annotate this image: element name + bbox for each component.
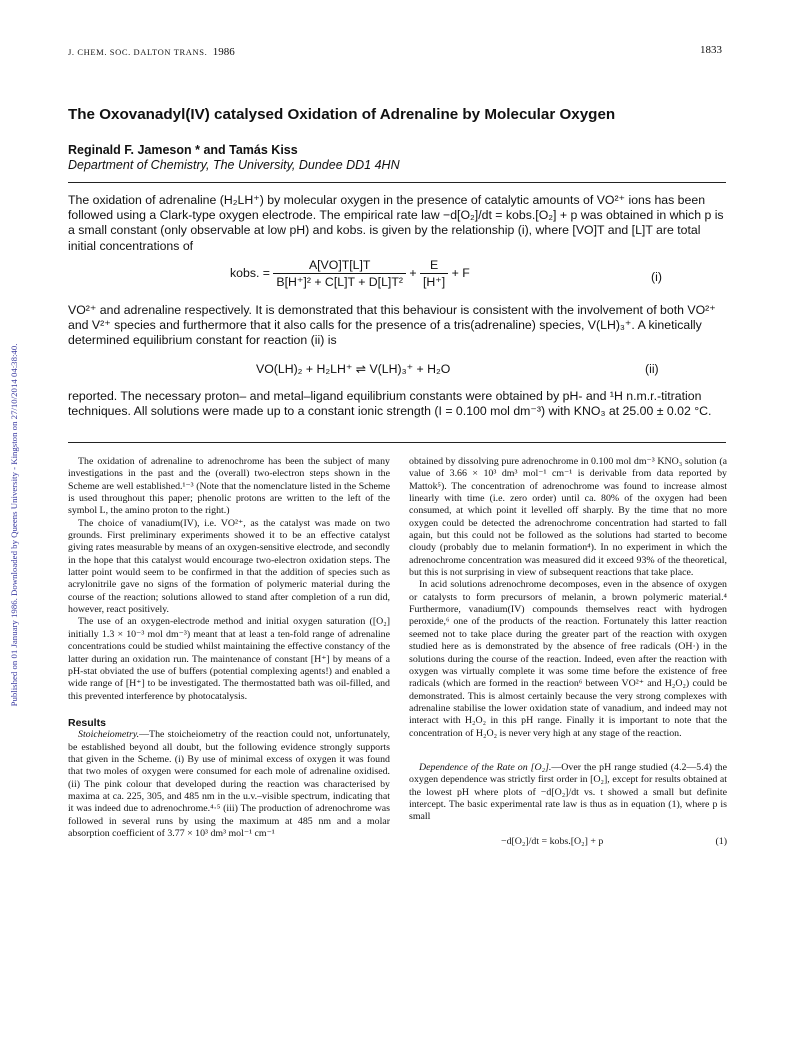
abstract-part2 [68,303,728,349]
abstract-text-2: VO²⁺ and adrenaline respectively. It is demonstrated that this behaviour is consistent with the involvement of both VO²⁺ and V²⁺ species and furthermore that it also calls for the presence of a tris(adrenaline) species, V(LH)₃⁺. A kinetically determined equilibrium constant for reaction (ii) is [68,303,716,348]
right-paragraph-1: obtained by dissolving pure adrenochrome in 0.100 mol dm⁻³ KNO₃ solution (a value of 3.66 × 10³ dm³ mol⁻¹ cm⁻¹ is derivable from data reported by Mattok⁵). The concentration of adrenochrome was found to increase almost linearly with time (i.e. zero order) until ca. 80% of the oxygen had been consumed, at which point it levelled off sharply. By the time that no more oxygen could be detected the adrenochrome concentration had started to fall again, but this could not be followed as the solutions had started to become cloudy (probably due to melanin formation⁴). In no experiment in which the adrenochrome concentration was measured did it exceed 93% of the theoretical, but this is not surprising in view of subsequent reactions that take place. [409,456,727,579]
affiliation: Department of Chemistry, The University, Dundee DD1 4HN [68,158,400,172]
eq-ii-label: (ii) [645,362,659,376]
abstract-text-1: The oxidation of adrenaline (H₂LH⁺) by molecular oxygen in the presence of catalytic amounts of VO²⁺ ions has been followed using a Clark-type oxygen electrode. The empirical rate law −d[O₂]/dt = kobs.[O₂] + p was obtained in which p is a small constant (only observable at low pH) and kobs. is given by the relationship (i), where [VO]T and [L]T are total initial concentrations of [68,193,724,253]
abstract-part1 [68,193,728,254]
abstract-text-3: reported. The necessary proton– and metal–ligand equilibrium constants were obtained by pH- and ¹H n.m.r.-titration techniques. All solutions were made up to a constant ionic strength (I = 0.100 mol dm⁻³) with KNO₃ at 25.00 ± 0.02 °C. [68,389,712,419]
eq-i-num1: A[VO]T[L]T [273,258,406,274]
stoicheiometry-run-head: Stoicheiometry. [78,729,140,741]
journal-name: J. CHEM. SOC. DALTON TRANS. [68,47,208,57]
right-column [409,456,727,854]
abstract-bottom-rule [68,442,726,443]
equation-1-row [409,832,727,854]
eq-i-plus: + [409,265,417,280]
equation-ii: VO(LH)₂ + H₂LH⁺ ⇌ V(LH)₃⁺ + H₂O [256,362,451,376]
right-paragraph-3-text: —Over the pH range studied (4.2—5.4) the oxygen dependence was strictly first order in [O₂], except for results obtained at the lowest pH where plots of −d[O₂]/dt vs. t showed a small but definite intercept. The basic experimental rate law is thus as in equation (1), where p is small [409,761,727,823]
eq-i-lhs: kobs. = [230,265,270,280]
eq-i-num2: E [420,258,448,274]
results-heading: Results [68,716,106,729]
rate-dependence-run-head: Dependence of the Rate on [O₂]. [419,761,552,773]
eq-i-tail: + F [451,265,470,280]
eq-i-fraction-1 [273,258,406,289]
article-title: The Oxovanadyl(IV) catalysed Oxidation of Adrenaline by Molecular Oxygen [68,106,616,123]
abstract-top-rule [68,182,726,183]
page-number: 1833 [700,44,722,56]
equation-1-label: (1) [715,835,727,847]
left-paragraph-4-text: —The stoicheiometry of the reaction could not, unfortunately, be established beyond all doubt, but the following evidence strongly supports that given in the Scheme. (i) By use of minimal excess of oxygen it was found that two moles of oxygen were consumed for each mole of adrenaline oxidised. (ii) The pink colour that developed during the reaction was characterised by maxima at ca. 225, 305, and 485 nm in the u.v.–visible spectrum, indicating that it was indeed due to adrenochrome.⁴·⁵ (iii) The production of adrenochrome was followed in several runs by using the maximum at 485 nm and a molar absorption coefficient of 3.77 × 10³ dm³ mol⁻¹ cm⁻¹ [68,729,390,839]
eq-i-den2: [H⁺] [422,275,446,289]
left-paragraph-2: The choice of vanadium(IV), i.e. VO²⁺, as the catalyst was made on two grounds. First preliminary experiments showed it to be an effective catalyst giving rates measurable by means of an oxygen-sensitive electrode, and secondly in the hope that this catalyst would encourage two-electron oxidation steps. The latter point would seem to be confirmed in that the addition of species such as acrylonitrile gave no signs of the formation of polymeric material during the course of the reaction; solutions allowed to stand after completion of a run did, however, react positively. [68,517,390,616]
authors: Reginald F. Jameson * and Tamás Kiss [68,143,298,157]
left-paragraph-1: The oxidation of adrenaline to adrenochrome has been the subject of many investigations in the past and the (overall) two-electron steps shown in the Scheme are well established.¹⁻³ (Note that the nomenclature listed in the Scheme is used throughout this paper; phenolic protons are written to the left of the symbol L, the amino proton to the right.) [68,456,390,517]
abstract-part3 [68,389,728,419]
left-paragraph-4 [68,729,390,840]
right-paragraph-2: In acid solutions adrenochrome decomposes, even in the absence of oxygen or catalysts to form precursors of melanin, a brown polymeric material.⁴ Furthermore, vanadium(IV) compounds themselves react with hydrogen peroxide,⁶ one of the products of the reaction. Fortunately this latter reaction seemed not to take place during the greater part of the reaction with oxygen studied here as is demonstrated by the absence of free radicals (OH·) in the solutions during the course of the reaction. Indeed, even after the reaction with oxygen was virtually complete it was some time before the existence of free radicals (which are formed in the reaction⁶ between VO²⁺ and H₂O₂) could be demonstrated. This is almost certainly because the very strong complexes with adrenaline stabilise the lower oxidation state of vanadium, and indeed may not interact with H₂O₂ in this pH range. Finally it is important to note that the concentration of H₂O₂ is never very high at any stage of the reaction. [409,579,727,739]
running-header [68,46,235,58]
eq-i-fraction-2 [420,258,448,289]
right-paragraph-3 [409,762,727,824]
eq-i-label: (i) [651,270,662,284]
equation-1: −d[O₂]/dt = kobs.[O₂] + p [501,835,604,847]
left-paragraph-3: The use of an oxygen-electrode method and initial oxygen saturation ([O₂] initially 1.3 × 10⁻³ mol dm⁻³) meant that at least a ten-fold range of adrenaline concentrations could be studied whilst maintaining the effective constancy of the latter during an oxidation run. The maintenance of constant [H⁺] by means of a pH-stat obviated the use of buffers (potential complexing agents!) and enabled a wide range of [H⁺] to be investigated. The thermostatted bath was oil-filled, and this prevented interference by photocatalysis. [68,616,390,702]
journal-year: 1986 [212,46,235,58]
eq-i-den1: B[H⁺]² + C[L]T + D[L]T² [276,275,403,289]
download-notice: Published on 01 January 1986. Downloaded by Queens University - Kingston on 27/10/2014 04:38:40. [9,343,19,707]
left-column [68,456,390,840]
